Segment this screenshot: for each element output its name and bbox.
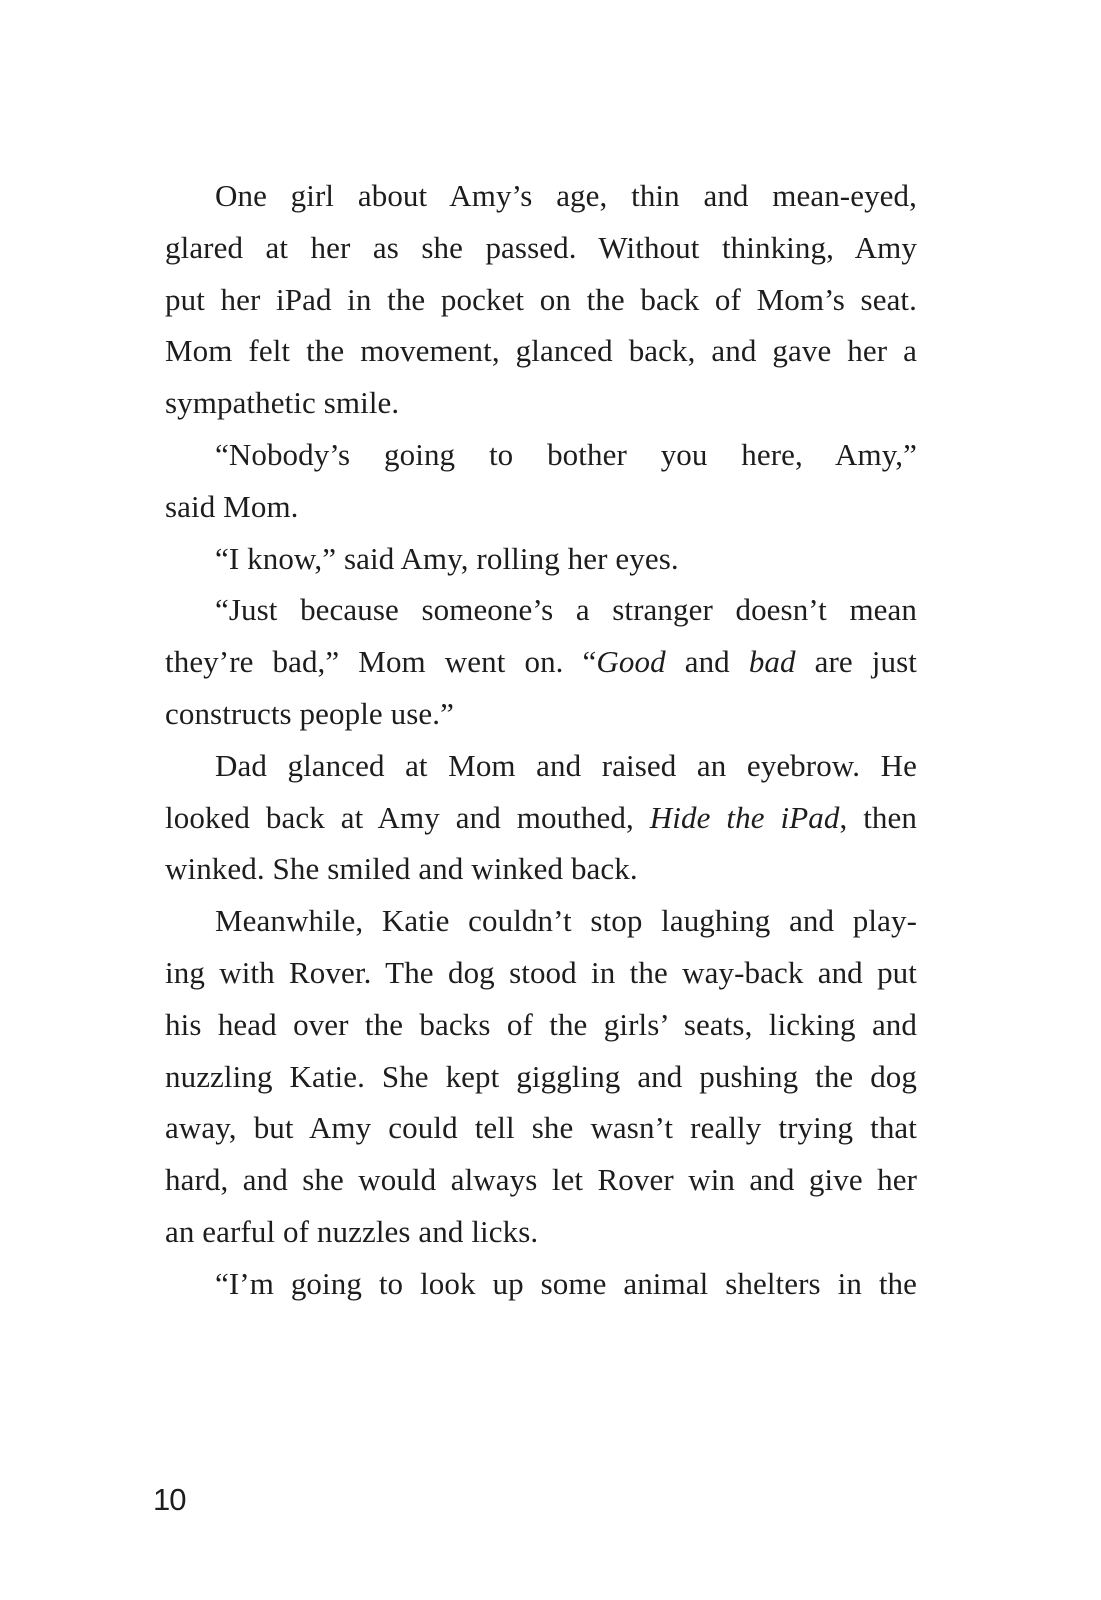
text-line: sympathetic smile. — [165, 385, 400, 421]
page-number: 10 — [153, 1482, 186, 1517]
text-line: One girl about Amy’s age, thin and mean-eyed, — [215, 178, 917, 213]
text-line — [165, 792, 917, 844]
text-line: “I’m going to look up some animal shelters in the — [215, 1265, 917, 1301]
text-line: Dad glanced at Mom and raised an eyebrow. He — [215, 747, 917, 783]
italic-run: Hide the iPad — [649, 799, 840, 835]
text-run: , then — [839, 799, 917, 835]
text-line: “I know,” said Amy, rolling her eyes. — [215, 540, 679, 576]
text-line: Mom felt the movement, glanced back, and gave her a — [165, 333, 917, 369]
text-line: ing with Rover. The dog stood in the way-back and put — [165, 954, 917, 990]
text-line: nuzzling Katie. She kept giggling and pushing the dog — [165, 1058, 917, 1094]
text-line — [165, 636, 917, 688]
text-line: put her iPad in the pocket on the back of Mom’s seat. — [165, 281, 917, 317]
text-line: “Just because someone’s a stranger doesn’t mean — [215, 592, 917, 628]
italic-run: bad — [748, 644, 796, 680]
text-line: constructs people use.” — [165, 695, 454, 731]
text-run: they’re bad,” Mom went on. “ — [165, 644, 597, 680]
italic-run: Good — [596, 644, 666, 680]
text-line: “Nobody’s going to bother you here, Amy,” — [215, 436, 917, 472]
text-line: glared at her as she passed. Without thinking, Amy — [165, 229, 917, 265]
text-line: an earful of nuzzles and licks. — [165, 1213, 539, 1249]
text-run: and — [665, 644, 749, 680]
text-line: said Mom. — [165, 488, 299, 524]
text-run: looked back at Amy and mouthed, — [165, 799, 650, 835]
text-run: are just — [795, 644, 917, 680]
text-line: his head over the backs of the girls’ seats, licking and — [165, 1006, 917, 1042]
text-line: away, but Amy could tell she wasn’t really trying that — [165, 1110, 917, 1146]
body-text — [165, 170, 917, 1310]
text-line: winked. She smiled and winked back. — [165, 851, 638, 887]
text-line: hard, and she would always let Rover win and give her — [165, 1162, 917, 1198]
text-line: Meanwhile, Katie couldn’t stop laughing and play- — [215, 903, 917, 939]
